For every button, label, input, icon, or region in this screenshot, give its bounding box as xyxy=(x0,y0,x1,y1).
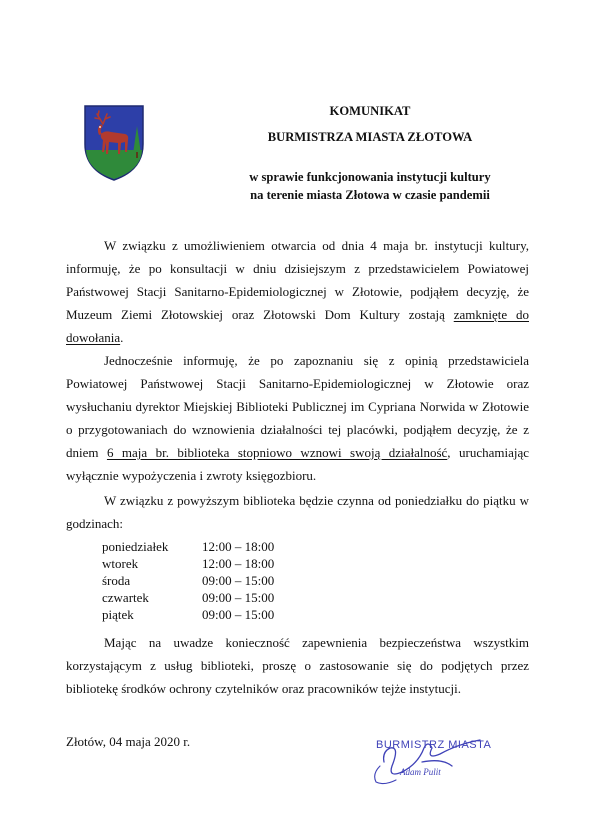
schedule-day: poniedziałek xyxy=(102,539,169,554)
place-and-date: Złotów, 04 maja 2020 r. xyxy=(66,734,191,749)
schedule-day: piątek xyxy=(102,607,134,622)
stamp-name: Adam Pulit xyxy=(400,767,441,777)
document-subject-line-2: na terenie miasta Złotowa w czasie pandemii xyxy=(250,188,490,202)
schedule-row xyxy=(102,555,292,572)
schedule-row xyxy=(102,538,292,555)
underlined-closure-notice: zamknięte do dowołania xyxy=(66,307,529,345)
document-issuer: BURMISTRZA MIASTA ZŁOTOWA xyxy=(267,130,473,144)
schedule-row xyxy=(102,606,292,623)
schedule-hours: 09:00 – 15:00 xyxy=(202,590,275,605)
paragraph-3: W związku z powyższym biblioteka będzie czynna od poniedziałku do piątku w godzinach: xyxy=(66,493,529,531)
paragraph-1: W związku z umożliwieniem otwarcia od dnia 4 maja br. instytucji kultury, informuję, że po konsultacji w dniu dzisiejszym z przedstawicielem Powiatowej Państwowej Stacji Sanitarno-Epidemiologicznej w Złotowie, podjąłem decyzję, że Muzeum Ziemi Złotowskiej oraz Złotowski Dom Kultury zostają zamknięte do dowołania. xyxy=(66,238,529,345)
coat-of-arms-icon xyxy=(83,104,145,182)
document-subject-line-1: w sprawie funkcjonowania instytucji kultury xyxy=(249,170,491,184)
schedule-day: czwartek xyxy=(102,590,149,605)
schedule-day: wtorek xyxy=(102,556,139,571)
schedule-hours: 09:00 – 15:00 xyxy=(202,607,275,622)
signature-stamp xyxy=(362,718,492,788)
schedule-hours: 12:00 – 18:00 xyxy=(202,556,275,571)
document-title: KOMUNIKAT xyxy=(329,104,411,118)
schedule-row xyxy=(102,589,292,606)
paragraph-2: Jednocześnie informuję, że po zapoznaniu się z opinią przedstawiciela Powiatowej Państwowej Stacji Sanitarno-Epidemiologicznej w Złotowie oraz wysłuchaniu dyrektor Miejskiej Biblioteki Publicznej im Cypriana Norwida w Złotowie o przygotowaniach do wznowienia działalności tej placówki, podjąłem decyzję, że z dniem 6 maja br. biblioteka stopniowo wznowi swoją działalność, uruchamiając wyłącznie wypożyczenia i zwroty księgozbioru. xyxy=(66,353,530,483)
paragraph-4: Mając na uwadze konieczność zapewnienia bezpieczeństwa wszystkim korzystającym z usług biblioteki, proszę o zastosowanie się do podjętych przez bibliotekę środków ochrony czytelników oraz pracowników tejże instytucji. xyxy=(66,635,529,696)
schedule-hours: 12:00 – 18:00 xyxy=(202,539,275,554)
schedule-day: środa xyxy=(102,573,131,588)
underlined-reopening-notice: 6 maja br. biblioteka stopniowo wznowi swoją działalność xyxy=(106,445,448,460)
schedule-hours: 09:00 – 15:00 xyxy=(202,573,275,588)
stamp-title: BURMISTRZ MIASTA xyxy=(376,739,492,751)
schedule-row xyxy=(102,572,292,589)
opening-hours-schedule xyxy=(102,538,292,623)
